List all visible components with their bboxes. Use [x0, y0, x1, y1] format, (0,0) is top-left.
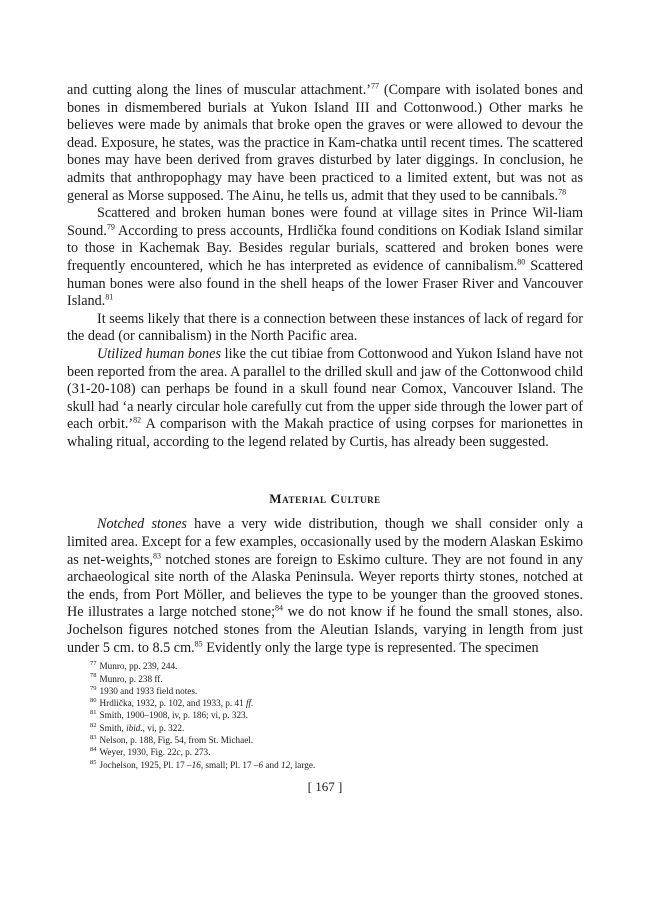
footnote-number: 83	[90, 733, 97, 741]
footnote-reference: 77	[370, 81, 379, 91]
body-text: According to press accounts, Hrdlička found conditions on Kodiak Island similar to those in Kachemak Bay. Besides regular burials, scattered and broken bones were frequently encountered, which he has interpreted as evidence of cannibalism.	[67, 222, 583, 274]
paragraph	[67, 82, 583, 205]
body-text: Munro, pp. 239, 244.	[99, 661, 178, 672]
footnote-reference: 82	[133, 415, 142, 425]
footnote	[90, 759, 583, 771]
body-text-bottom	[67, 516, 583, 657]
footnote	[90, 685, 583, 697]
body-text: Munro, p. 238 ff.	[99, 673, 163, 684]
footnote	[90, 722, 583, 734]
body-text: , large.	[290, 759, 316, 770]
body-text: like the cut tibiae from Cottonwood and Yukon Island have not been reported from the area. A parallel to the drilled skull and jaw of the Cottonwood child (31-20-108) can perhaps be found in a skull found near Comox, Vancouver Island. The skull had ‘a nearly circular hole carefully cut from the upper side through the lower part of each orbit.’	[67, 345, 583, 433]
footnote	[90, 660, 583, 672]
body-text: Weyer, 1930, Fig. 22	[99, 747, 177, 758]
footnote-reference: 81	[105, 292, 114, 302]
body-text: and cutting along the lines of muscular attachment.’	[67, 82, 371, 98]
body-text: Jochelson, 1925, Pl. 17 –	[99, 759, 192, 770]
body-text: Nelson, p. 188, Fig. 54, from St. Michael.	[99, 735, 254, 745]
footnote	[90, 697, 583, 709]
body-text: Evidently only the large type is represented. The specimen	[202, 639, 539, 656]
italic-text: Notched stones	[97, 516, 187, 533]
footnote-reference: 78	[558, 186, 567, 196]
footnote-number: 84	[90, 746, 97, 754]
body-text-top	[67, 82, 583, 451]
footnote-reference: 79	[106, 222, 115, 232]
body-text: , p. 273.	[180, 747, 211, 758]
italic-text: 6	[258, 759, 264, 770]
paragraph	[67, 311, 583, 346]
footnote-number: 82	[90, 721, 97, 729]
footnote-number: 85	[90, 758, 97, 766]
body-text: we do not know if he found the small stones, also. Jochelson figures notched stones from the Aleutian Islands, varying in length from just under 5 cm. to 8.5 cm.	[67, 604, 583, 656]
footnotes	[67, 660, 583, 771]
paragraph	[67, 205, 583, 311]
footnote-number: 77	[90, 660, 97, 668]
footnote	[90, 746, 583, 758]
body-text: Hrdlička, 1932, p. 102, and 1933, p. 41	[99, 698, 246, 709]
italic-text: 12	[280, 759, 291, 770]
footnote-number: 78	[90, 672, 97, 680]
italic-text: ff.	[245, 698, 254, 709]
body-text: It seems likely that there is a connection between these instances of lack of regard for the dead (or cannibalism) in the North Pacific area.	[67, 310, 583, 345]
body-text: A comparison with the Makah practice of using corpses for marionettes in whaling ritual, according to the legend related by Curtis, has already been suggested.	[67, 416, 583, 450]
italic-text: ibid.	[126, 722, 143, 733]
footnote	[90, 734, 583, 746]
footnote-reference: 84	[275, 603, 284, 613]
footnote-reference: 85	[194, 638, 203, 648]
italic-text: Utilized human bones	[97, 345, 221, 362]
footnote	[90, 709, 583, 721]
body-text: , small; Pl. 17 –	[200, 759, 259, 770]
body-text: Scattered human bones were also found in the shell heaps of the lower Fraser River and Vancouver Island.	[67, 257, 583, 310]
section-heading: Material Culture	[269, 491, 381, 507]
body-text: , vi, p. 322.	[142, 722, 185, 733]
footnote-reference: 80	[517, 257, 526, 267]
page-number: [ 167 ]	[307, 778, 343, 794]
paragraph	[67, 516, 583, 657]
body-text: notched stones are foreign to Eskimo culture. They are not found in any archaeological site north of the Alaska Peninsula. Weyer reports thirty stones, notched at the ends, from Port Möller, and believes the type to be younger than the grooved stones. He illustrates a large notched stone;	[67, 551, 583, 621]
italic-text: c	[176, 747, 181, 758]
document-page	[67, 82, 583, 795]
body-text: Smith, 1900–1908, iv, p. 186; vi, p. 323.	[99, 710, 248, 721]
paragraph	[67, 346, 583, 452]
body-text: Scattered and broken human bones were found at village sites in Prince Wil-liam Sound.	[67, 205, 583, 239]
body-text: and	[263, 759, 281, 770]
footnote-number: 80	[90, 697, 97, 705]
footnote	[90, 673, 583, 685]
body-text: Smith,	[99, 722, 127, 733]
body-text: (Compare with isolated bones and bones in dismembered burials at Yukon Island III and Cottonwood.) Other marks he believes were made by animals that broke open the graves or were allowed to devour the dead. Exposure, he states, was the practice in Kam-chatka until recent times. The scattered bones may have been derived from graves disturbed by later diggings. In conclusion, he admits that anthropophagy may have been practiced to a limited extent, but was not as general as Morse supposed. The Ainu, he tells us, admit that they used to be cannibals.	[67, 82, 583, 204]
body-text: 1930 and 1933 field notes.	[99, 685, 198, 696]
body-text: have a very wide distribution, though we shall consider only a limited area. Except for a few examples, occasionally used by the modern Alaskan Eskimo as net-weights,	[67, 516, 584, 568]
footnote-reference: 83	[152, 550, 161, 560]
footnote-number: 81	[90, 709, 97, 717]
italic-text: 16	[191, 759, 201, 770]
footnote-number: 79	[90, 684, 97, 692]
